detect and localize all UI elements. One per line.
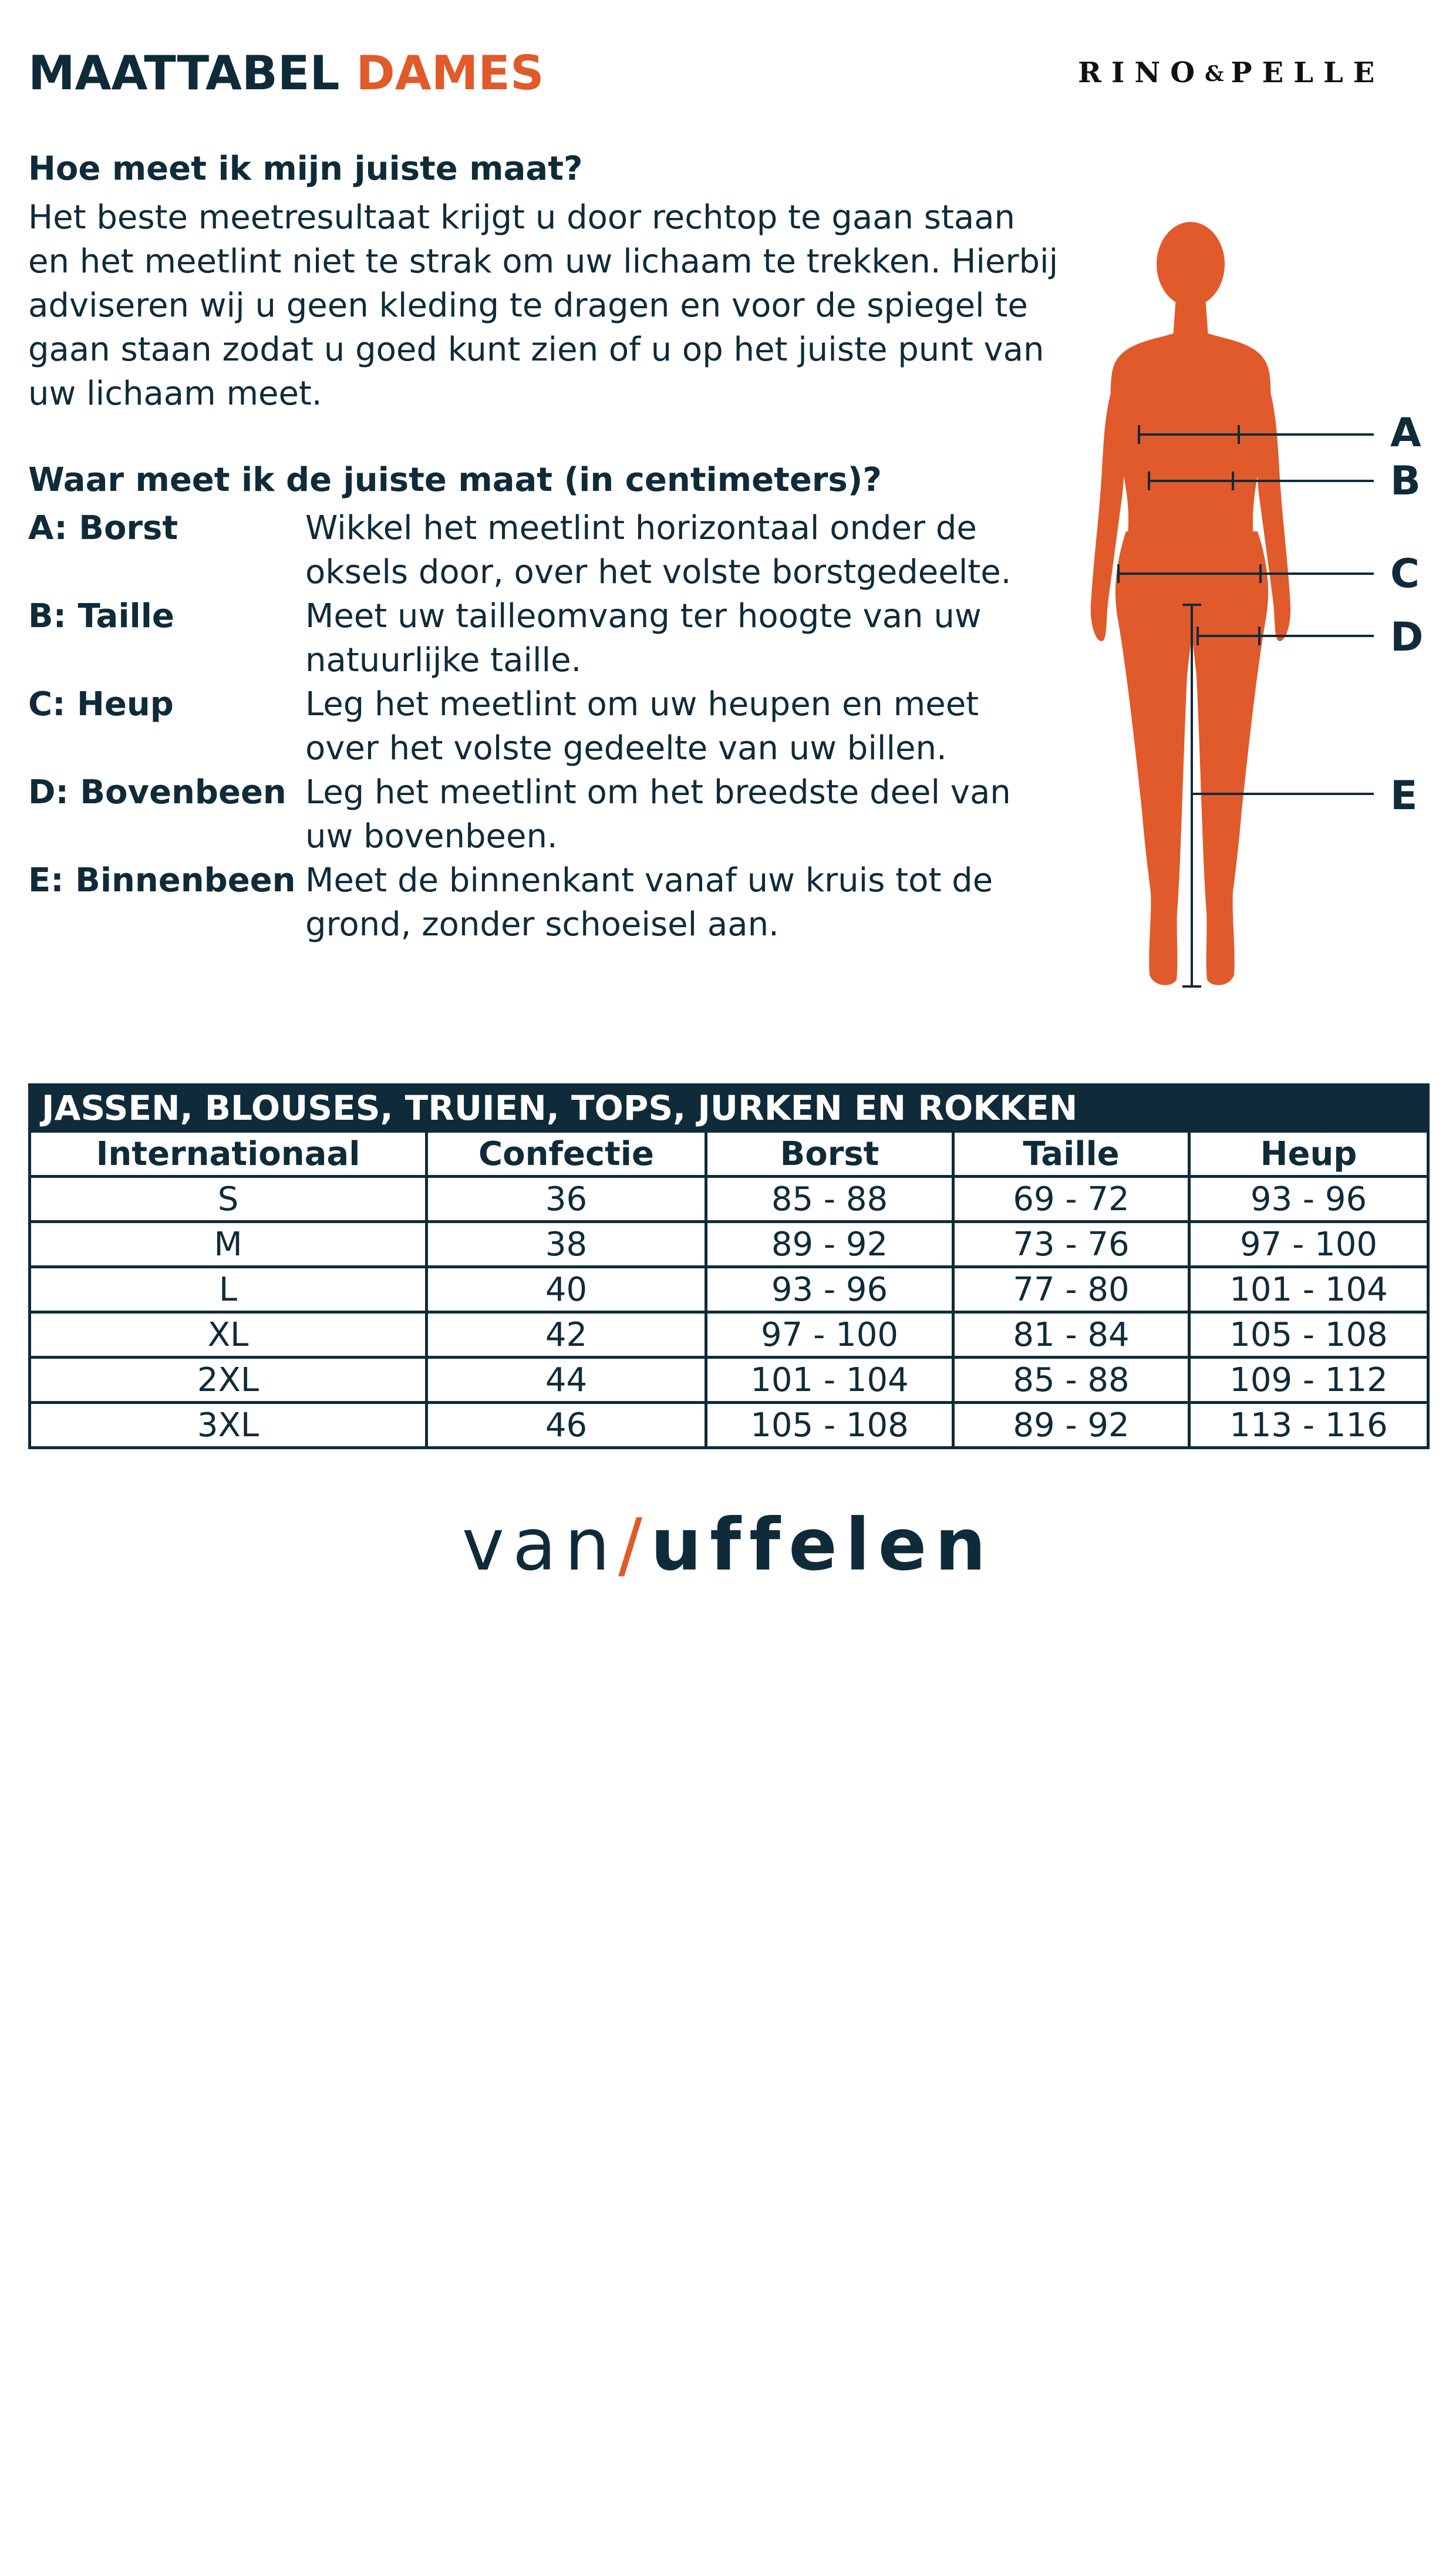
table-cell: 36	[427, 1177, 706, 1222]
measure-desc	[305, 506, 1011, 594]
title-accent: DAMES	[356, 46, 544, 100]
figure-label-d: D	[1390, 614, 1424, 661]
table-cell: 85 - 88	[706, 1177, 953, 1222]
intro-line: en het meetlint niet te strak om uw lichaam te trekken. Hierbij	[28, 243, 1059, 281]
figure-label-b: B	[1390, 458, 1421, 504]
table-cell: 97 - 100	[706, 1312, 953, 1358]
measure-desc-line: Meet de binnenkant vanaf uw kruis tot de	[305, 861, 993, 900]
table-cell: 73 - 76	[953, 1222, 1189, 1267]
intro-heading: Hoe meet ik mijn juiste maat?	[28, 150, 583, 188]
page-title	[28, 46, 544, 100]
intro-line: gaan staan zodat u goed kunt zien of u op het juiste punt van	[28, 331, 1044, 369]
measure-desc	[305, 682, 979, 770]
table-cell: 77 - 80	[953, 1267, 1189, 1312]
measure-key: C: Heup	[28, 685, 174, 723]
size-table	[28, 1083, 1430, 1449]
table-row	[30, 1312, 1428, 1358]
table-cell: 113 - 116	[1189, 1403, 1428, 1448]
table-cell: 109 - 112	[1189, 1358, 1428, 1403]
table-cell: 105 - 108	[1189, 1312, 1428, 1358]
table-cell: 93 - 96	[1189, 1177, 1428, 1222]
table-row	[30, 1267, 1428, 1312]
column-header: Borst	[706, 1132, 953, 1177]
table-cell: 93 - 96	[706, 1267, 953, 1312]
measure-key: B: Taille	[28, 597, 174, 635]
measure-desc-line: grond, zonder schoeisel aan.	[305, 905, 779, 944]
brand-logo-rino-pelle	[1078, 56, 1384, 89]
measure-desc-line: Meet uw tailleomvang ter hoogte van uw	[305, 597, 982, 635]
table-cell: 42	[427, 1312, 706, 1358]
body-silhouette-figure	[1086, 217, 1450, 998]
table-cell: 81 - 84	[953, 1312, 1189, 1358]
table-row	[30, 1358, 1428, 1403]
table-cell: 46	[427, 1403, 706, 1448]
intro-line: uw lichaam meet.	[28, 375, 322, 413]
table-cell: 69 - 72	[953, 1177, 1189, 1222]
column-header: Internationaal	[30, 1132, 427, 1177]
measure-desc-line: Wikkel het meetlint horizontaal onder de	[305, 509, 977, 547]
measure-desc-line: uw bovenbeen.	[305, 817, 558, 856]
measure-desc	[305, 858, 993, 947]
table-cell: M	[30, 1222, 427, 1267]
measure-item-b	[28, 594, 1085, 682]
table-cell: 97 - 100	[1189, 1222, 1428, 1267]
measure-desc-line: Leg het meetlint om uw heupen en meet	[305, 685, 979, 723]
column-header: Heup	[1189, 1132, 1428, 1177]
measure-heading: Waar meet ik de juiste maat (in centimeters)?	[28, 461, 882, 499]
measure-key: E: Binnenbeen	[28, 861, 296, 900]
intro-line: Het beste meetresultaat krijgt u door rechtop te gaan staan	[28, 198, 1016, 237]
measure-desc-line: natuurlijke taille.	[305, 641, 582, 679]
measure-item-e	[28, 858, 1085, 947]
figure-label-a: A	[1390, 410, 1421, 456]
column-header: Confectie	[427, 1132, 706, 1177]
table-header-row	[30, 1132, 1428, 1177]
intro-line: adviseren wij u geen kleding te dragen en voor de spiegel te	[28, 287, 1028, 325]
logo-slash: /	[618, 1503, 651, 1587]
measure-item-c	[28, 682, 1085, 770]
table-cell: 40	[427, 1267, 706, 1312]
table-cell: 2XL	[30, 1358, 427, 1403]
intro-text	[28, 196, 1085, 416]
table-cell: 101 - 104	[1189, 1267, 1428, 1312]
table-title-row	[30, 1085, 1428, 1132]
logo-right: uffelen	[651, 1503, 995, 1587]
table-cell: 101 - 104	[706, 1358, 953, 1403]
brand-amp: &	[1205, 62, 1224, 86]
table-cell: 85 - 88	[953, 1358, 1189, 1403]
van-uffelen-logo	[0, 1503, 1456, 1587]
table-cell: 38	[427, 1222, 706, 1267]
table-row	[30, 1403, 1428, 1448]
table-cell: XL	[30, 1312, 427, 1358]
measure-item-d	[28, 770, 1085, 858]
measure-desc-line: Leg het meetlint om het breedste deel van	[305, 773, 1011, 811]
brand-left: RINO	[1078, 56, 1205, 89]
column-header: Taille	[953, 1132, 1189, 1177]
measure-desc	[305, 594, 982, 682]
table-row	[30, 1222, 1428, 1267]
measure-desc	[305, 770, 1011, 858]
table-cell: L	[30, 1267, 427, 1312]
table-cell: 105 - 108	[706, 1403, 953, 1448]
measure-key: D: Bovenbeen	[28, 773, 287, 811]
table-row	[30, 1177, 1428, 1222]
measure-key: A: Borst	[28, 509, 178, 547]
table-cell: S	[30, 1177, 427, 1222]
table-cell: 89 - 92	[953, 1403, 1189, 1448]
figure-label-e: E	[1390, 773, 1418, 819]
table-cell: 89 - 92	[706, 1222, 953, 1267]
table-cell: 44	[427, 1358, 706, 1403]
measure-desc-line: over het volste gedeelte van uw billen.	[305, 729, 947, 767]
table-title: JASSEN, BLOUSES, TRUIEN, TOPS, JURKEN EN ROKKEN	[30, 1085, 1428, 1132]
brand-right: PELLE	[1231, 56, 1385, 89]
table-cell: 3XL	[30, 1403, 427, 1448]
measure-item-a	[28, 506, 1085, 594]
logo-left: van	[461, 1503, 618, 1587]
title-main: MAATTABEL	[28, 46, 340, 100]
figure-label-c: C	[1390, 551, 1420, 597]
measure-desc-line: oksels door, over het volste borstgedeelte.	[305, 553, 1012, 591]
